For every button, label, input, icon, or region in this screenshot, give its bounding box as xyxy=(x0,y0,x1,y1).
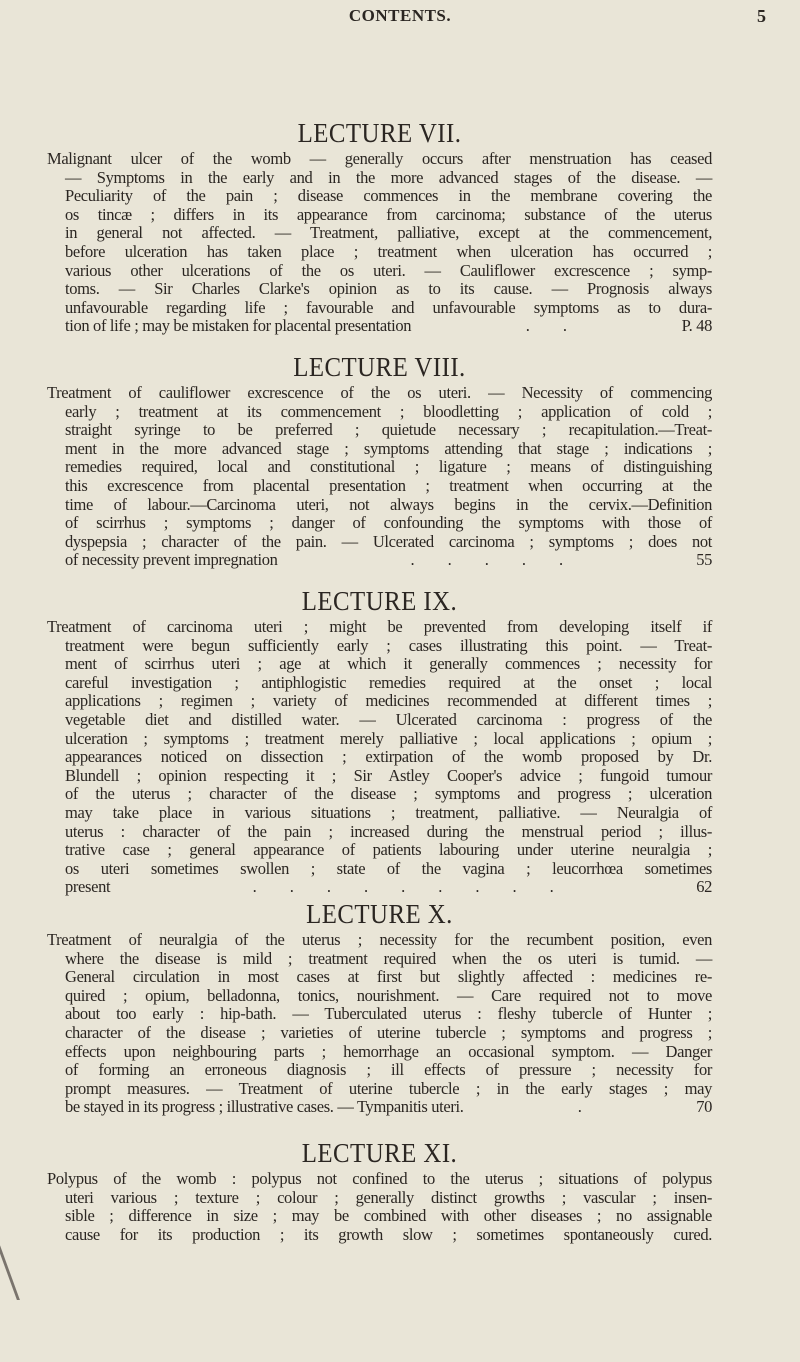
contents-line: uteri various ; texture ; colour ; generally distinct growths ; vascular ; insen- xyxy=(65,1187,712,1207)
contents-line: applications ; regimen ; variety of medicines recommended at different times ; xyxy=(65,691,712,711)
contents-line: careful investigation ; antiphlogistic remedies required at the onset ; local xyxy=(65,672,712,692)
contents-line: — Symptoms in the early and in the more advanced stages of the disease. — xyxy=(65,167,712,187)
contents-line: toms. — Sir Charles Clarke's opinion as to its cause. — Prognosis always xyxy=(65,279,712,299)
contents-line: time of labour.—Carcinoma uteri, not always begins in the cervix.—Definition xyxy=(65,494,712,514)
lecture-title: LECTURE XI. xyxy=(301,1138,458,1168)
page-number: 5 xyxy=(757,6,766,26)
entry-text: tion of life ; may be mistaken for placental presentation xyxy=(65,316,412,336)
contents-line: ment in the more advanced stage ; symptoms attending that stage ; indications ; xyxy=(65,438,712,458)
contents-line: dyspepsia ; character of the pain. — Ulcerated carcinoma ; symptoms ; does not xyxy=(65,531,712,551)
contents-line: cause for its production ; its growth slow ; sometimes spontaneously cured. xyxy=(65,1224,712,1244)
contents-entry-final-line xyxy=(47,551,712,570)
page-reference: 55 xyxy=(696,550,712,570)
contents-line: Treatment of carcinoma uteri ; might be prevented from developing itself if xyxy=(47,617,712,636)
lecture-x xyxy=(47,899,712,1117)
contents-line: Peculiarity of the pain ; disease commences in the membrane covering the xyxy=(65,186,712,206)
contents-line: in general not affected. — Treatment, palliative, except at the commencement, xyxy=(65,223,712,243)
lecture-title: LECTURE IX. xyxy=(301,586,458,616)
contents-line: General circulation in most cases at first but slightly affected : medicines re- xyxy=(65,967,712,987)
contents-line: character of the disease ; varieties of uterine tubercle ; symptoms and progress ; xyxy=(65,1022,712,1042)
contents-line: ulceration ; symptoms ; treatment merely palliative ; local applications ; opium ; xyxy=(65,728,712,748)
contents-line: Treatment of cauliflower excrescence of the os uteri. — Necessity of commencing xyxy=(47,383,712,402)
page-reference: P. 48 xyxy=(681,316,712,336)
contents-line: of forming an erroneous diagnosis ; ill effects of pressure ; necessity for xyxy=(65,1060,712,1080)
margin-mark xyxy=(0,1240,20,1300)
page-reference: 70 xyxy=(696,1097,712,1117)
running-header xyxy=(0,6,800,30)
contents-line: where the disease is mild ; treatment required when the os uteri is tumid. — xyxy=(65,948,712,968)
contents-line: of the uterus ; character of the disease ; symptoms and progress ; ulceration xyxy=(65,784,712,804)
lecture-title: LECTURE VII. xyxy=(297,118,462,148)
contents-line: sible ; difference in size ; may be combined with other diseases ; no assignable xyxy=(65,1206,712,1226)
contents-line: may take place in various situations ; treatment, palliative. — Neuralgia of xyxy=(65,802,712,822)
lecture-ix xyxy=(47,586,712,897)
lecture-xi xyxy=(47,1138,712,1244)
lecture-viii xyxy=(47,352,712,570)
contents-line: effects upon neighbouring parts ; hemorrhage an occasional symptom. — Danger xyxy=(65,1041,712,1061)
lecture-title: LECTURE X. xyxy=(306,899,453,929)
dot-leader: . . . . . xyxy=(410,551,564,570)
dot-leader: . xyxy=(577,1098,582,1117)
contents-line: Malignant ulcer of the womb — generally occurs after menstruation has ceased xyxy=(47,149,712,168)
contents-line: os uteri sometimes swollen ; state of the vagina ; leucorrhœa sometimes xyxy=(65,858,712,878)
entry-text: present xyxy=(65,877,111,897)
lecture-title: LECTURE VIII. xyxy=(293,352,466,382)
page-reference: 62 xyxy=(696,877,712,897)
contents-line: ment of scirrhus uteri ; age at which it generally commences ; necessity for xyxy=(65,654,712,674)
contents-line: appearances noticed on dissection ; extirpation of the womb proposed by Dr. xyxy=(65,747,712,767)
contents-line: of scirrhus ; symptoms ; danger of confounding the symptoms with those of xyxy=(65,513,712,533)
contents-line: early ; treatment at its commencement ; bloodletting ; application of cold ; xyxy=(65,401,712,421)
contents-line: remedies required, local and constitutional ; ligature ; means of distinguishing xyxy=(65,457,712,477)
contents-line: Treatment of neuralgia of the uterus ; necessity for the recumbent position, even xyxy=(47,930,712,949)
contents-line: Blundell ; opinion respecting it ; Sir Astley Cooper's advice ; fungoid tumour xyxy=(65,765,712,785)
contents-line: straight syringe to be preferred ; quietude necessary ; recapitulation.—Treat- xyxy=(65,420,712,440)
contents-line: this excrescence from placental presentation ; treatment when occurring at the xyxy=(65,475,712,495)
entry-text: be stayed in its progress ; illustrative cases. — Tympanitis uteri. xyxy=(65,1097,464,1117)
running-title: CONTENTS. xyxy=(348,6,452,25)
contents-line: quired ; opium, belladonna, tonics, nourishment. — Care required not to move xyxy=(65,985,712,1005)
contents-line: os tincæ ; differs in its appearance from carcinoma; substance of the uterus xyxy=(65,204,712,224)
contents-line: trative case ; general appearance of patients labouring under uterine neuralgia ; xyxy=(65,840,712,860)
contents-line: uterus : character of the pain ; increased during the menstrual period ; illus- xyxy=(65,821,712,841)
contents-line: prompt measures. — Treatment of uterine tubercle ; in the early stages ; may xyxy=(65,1078,712,1098)
contents-line: vegetable diet and distilled water. — Ulcerated carcinoma : progress of the xyxy=(65,709,712,729)
dot-leader: . . . . . . . . . xyxy=(252,878,554,897)
contents-entry-final-line xyxy=(47,878,712,897)
contents-line: before ulceration has taken place ; treatment when ulceration has occurred ; xyxy=(65,241,712,261)
contents-line: about too early : hip-bath. — Tuberculated uterus : fleshy tubercle of Hunter ; xyxy=(65,1004,712,1024)
entry-text: of necessity prevent impregnation xyxy=(65,550,278,570)
contents-entry-final-line xyxy=(47,317,712,336)
dot-leader: . . xyxy=(525,317,568,336)
contents-line: unfavourable regarding life ; favourable and unfavourable symptoms as to dura- xyxy=(65,297,712,317)
contents-entry-final-line xyxy=(47,1098,712,1117)
contents-line: treatment were begun sufficiently early ; cases illustrating this point. — Treat- xyxy=(65,635,712,655)
contents-line: Polypus of the womb : polypus not confined to the uterus ; situations of polypus xyxy=(47,1169,712,1188)
contents-line: various other ulcerations of the os uteri. — Cauliflower excrescence ; symp- xyxy=(65,260,712,280)
lecture-vii xyxy=(47,118,712,336)
